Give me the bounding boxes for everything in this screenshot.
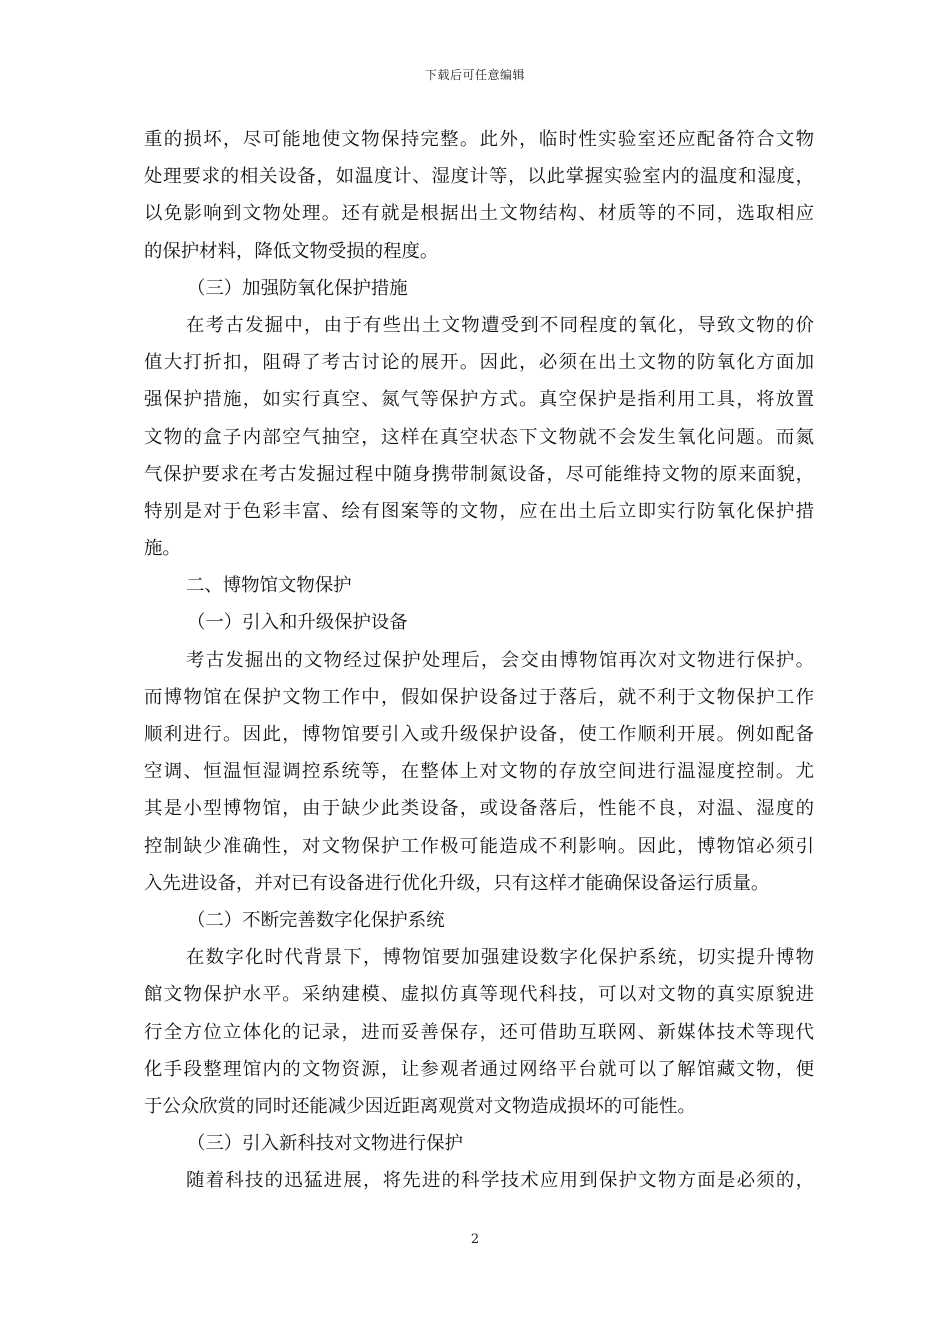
body-text-line: 館文物保护水平。采纳建模、虚拟仿真等现代科技，可以对文物的真实原貌进 <box>144 984 814 1006</box>
body-text-line: 气保护要求在考古发掘过程中随身携带制氮设备，尽可能维持文物的原来面貌， <box>144 463 814 485</box>
subsection-heading: （三）引入新科技对文物进行保护 <box>187 1133 463 1155</box>
body-text-line: 强保护措施，如实行真空、氮气等保护方式。真空保护是指利用工具，将放置 <box>144 389 814 411</box>
body-text-line: 文物的盒子内部空气抽空，这样在真空状态下文物就不会发生氧化问题。而氮 <box>144 426 814 448</box>
body-text-line: 空调、恒温恒湿调控系统等，在整体上对文物的存放空间进行温湿度控制。尤 <box>144 761 814 783</box>
subsection-heading: （三）加强防氧化保护措施 <box>187 277 408 299</box>
body-text-line: 而博物馆在保护文物工作中，假如保护设备过于落后，就不利于文物保护工作 <box>144 686 814 708</box>
page-number: 2 <box>470 1232 480 1247</box>
page-header: 下载后可任意编辑 <box>424 68 525 82</box>
subsection-heading: （一）引入和升级保护设备 <box>187 612 408 634</box>
paragraph-first-line: 随着科技的迅猛进展，将先进的科学技术应用到保护文物方面是必须的， <box>186 1170 814 1192</box>
paragraph-first-line: 在考古发掘中，由于有些出土文物遭受到不同程度的氧化，导致文物的价 <box>186 314 814 336</box>
document-body <box>144 121 814 1199</box>
paragraph-first-line: 考古发掘出的文物经过保护处理后，会交由博物馆再次对文物进行保护。 <box>186 649 814 671</box>
body-text-line: 特别是对于色彩丰富、绘有图案等的文物，应在出土后立即实行防氧化保护措 <box>144 500 814 522</box>
subsection-heading: （二）不断完善数字化保护系统 <box>187 909 445 931</box>
body-text-line: 于公众欣赏的同时还能减少因近距离观赏对文物造成损坏的可能性。 <box>144 1095 696 1117</box>
body-text-line: 控制缺少准确性，对文物保护工作极可能造成不利影响。因此，博物馆必须引 <box>144 835 814 857</box>
body-text-line: 行全方位立体化的记录，进而妥善保存，还可借助互联网、新媒体技术等现代 <box>144 1021 814 1043</box>
body-text-line: 顺利进行。因此，博物馆要引入或升级保护设备，使工作顺利开展。例如配备 <box>144 724 814 745</box>
section-heading: 二、博物馆文物保护 <box>186 575 352 597</box>
paragraph-first-line: 在数字化时代背景下，博物馆要加强建设数字化保护系统，切实提升博物 <box>186 947 814 969</box>
body-text-line: 处理要求的相关设备，如温度计、湿度计等，以此掌握实验室内的温度和湿度， <box>144 166 814 188</box>
body-text-line: 入先进设备，并对已有设备进行优化升级，只有这样才能确保设备运行质量。 <box>144 872 770 894</box>
body-text-line: 值大打折扣，阻碍了考古讨论的展开。因此，必须在出土文物的防氧化方面加 <box>144 352 814 374</box>
body-text-line: 施。 <box>144 538 181 560</box>
body-text-line: 重的损坏，尽可能地使文物保持完整。此外，临时性实验室还应配备符合文物 <box>144 129 814 150</box>
body-text-line: 以免影响到文物处理。还有就是根据出土文物结构、材质等的不同，选取相应 <box>144 203 814 225</box>
body-text-line: 其是小型博物馆，由于缺少此类设备，或设备落后，性能不良，对温、湿度的 <box>144 798 814 820</box>
body-text-line: 的保护材料，降低文物受损的程度。 <box>144 240 439 262</box>
body-text-line: 化手段整理馆内的文物资源，让参观者通过网络平台就可以了解馆藏文物，便 <box>144 1058 814 1080</box>
